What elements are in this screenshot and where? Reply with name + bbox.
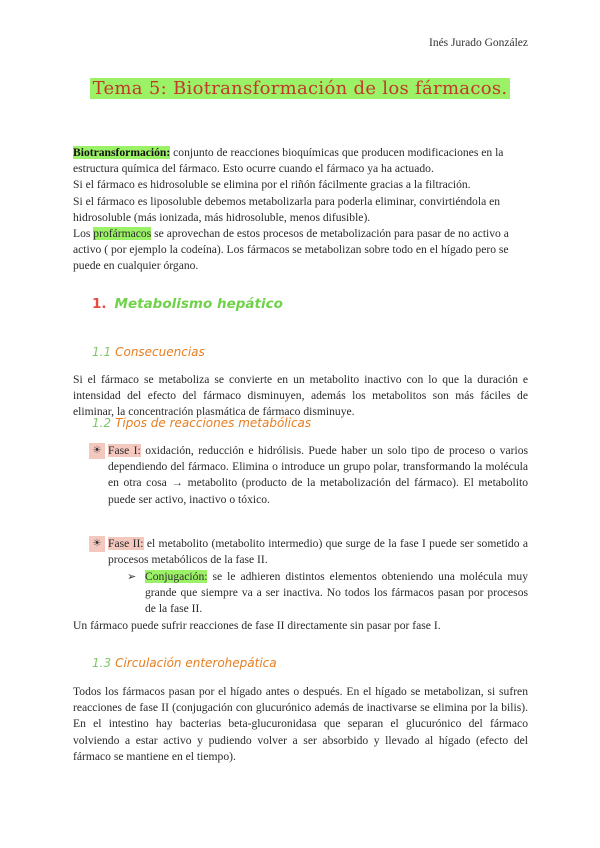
conjugation-label: Conjugación:	[145, 570, 208, 583]
subsection-1-2-heading	[92, 416, 311, 430]
intro-line-4-post: se aprovechan de estos procesos de metabolización para pasar de no activo a activo ( por ejemplo la codeína). Los fármacos se metabolizan sobre todo en el hígado pero se puede en cualquier órgano.	[73, 227, 509, 273]
document-title-text: Tema 5: Biotransformación de los fármacos.	[90, 78, 511, 99]
subsection-1-1-heading	[92, 345, 205, 359]
subsection-1-1-title: Consecuencias	[115, 345, 205, 359]
subsection-1-2-number: 1.2	[92, 416, 112, 430]
document-title	[0, 78, 600, 99]
intro-term: Biotransformación:	[73, 146, 171, 159]
phase-2-body	[108, 536, 528, 568]
section-1-number: 1.	[92, 296, 107, 312]
subsection-1-3-number: 1.3	[92, 656, 112, 670]
arrow-bullet-icon: ➢	[127, 571, 137, 583]
sun-bullet-icon: ☀	[89, 536, 105, 552]
prodrug-term: profármacos	[93, 227, 152, 241]
section-1-title: Metabolismo hepático	[114, 296, 283, 312]
conjugation-body	[145, 569, 528, 618]
phase-2-bullet	[89, 536, 528, 568]
section-1-heading	[92, 296, 283, 312]
author-name: Inés Jurado González	[429, 37, 528, 49]
intro-line-2: Si el fármaco es hidrosoluble se elimina por el riñón fácilmente gracias a la filtración.	[73, 178, 471, 192]
phase-1-body	[108, 443, 528, 508]
subsection-1-3-heading	[92, 656, 277, 670]
phase-1-label: Fase I:	[108, 444, 141, 457]
phase-2-label: Fase II:	[108, 537, 144, 550]
enterohepatic-paragraph: Todos los fármacos pasan por el hígado antes o después. En el hígado se metabolizan, si sufren reacciones de fase II (conjugación con glucurónico además de inactivarse se elimina por la bilis). En el intestino hay bacterias beta-glucuronidasa que separan el glucurónico del fármaco volviendo a estar activo y pudiendo volver a ser absorbido y llevado al hígado (efecto del fármaco se mantiene en el tiempo).	[73, 685, 528, 763]
intro-definition-text: conjunto de reacciones bioquímicas que producen modificaciones en la estructura química del fármaco. Esto ocurre cuando el fármaco ya ha actuado.	[73, 146, 504, 176]
intro-line-4	[73, 226, 528, 275]
phase-closing-line: Un fármaco puede sufrir reacciones de fase II directamente sin pasar por fase I.	[73, 619, 441, 632]
sun-bullet-icon: ☀	[89, 443, 105, 459]
consecuencias-paragraph: Si el fármaco se metaboliza se convierte en un metabolito inactivo con lo que la duración e intensidad del efecto del fármaco disminuyen, además los metabolitos son más fáciles de eliminar, la concentración plasmática de fármaco disminuye.	[73, 373, 528, 419]
intro-definition	[73, 145, 528, 177]
conjugation-subbullet	[127, 569, 528, 618]
intro-line-3: Si el fármaco es liposoluble debemos metabolizarla para poderla eliminar, convirtiéndola en hidrosoluble (más ionizada, más hidrosoluble, menos difusible).	[73, 194, 501, 224]
subsection-1-2-title: Tipos de reacciones metabólicas	[115, 416, 312, 430]
intro-paragraph	[73, 145, 528, 275]
intro-line-4-pre: Los	[73, 227, 94, 241]
subsection-1-1-number: 1.1	[92, 345, 112, 359]
phase-1-bullet	[89, 443, 528, 508]
phase-2-text: el metabolito (metabolito intermedio) que surge de la fase I puede ser sometido a procesos metabólicos de la fase II.	[108, 537, 528, 567]
subsection-1-3-title: Circulación enterohepática	[115, 656, 277, 670]
phase-1-text: oxidación, reducción e hidrólisis. Puede haber un solo tipo de proceso o varios dependiendo del fármaco. Elimina o introduce un grupo polar, transformando la molécula en otra cosa → metabolito (producto de la metabolización del fármaco). El metabolito puede ser activo, inactivo o tóxico.	[108, 444, 528, 506]
conjugation-text: se le adhieren distintos elementos obteniendo una molécula muy grande que siempre va a ser inactiva. No todos los fármacos pasan por procesos de la fase II.	[145, 570, 528, 616]
